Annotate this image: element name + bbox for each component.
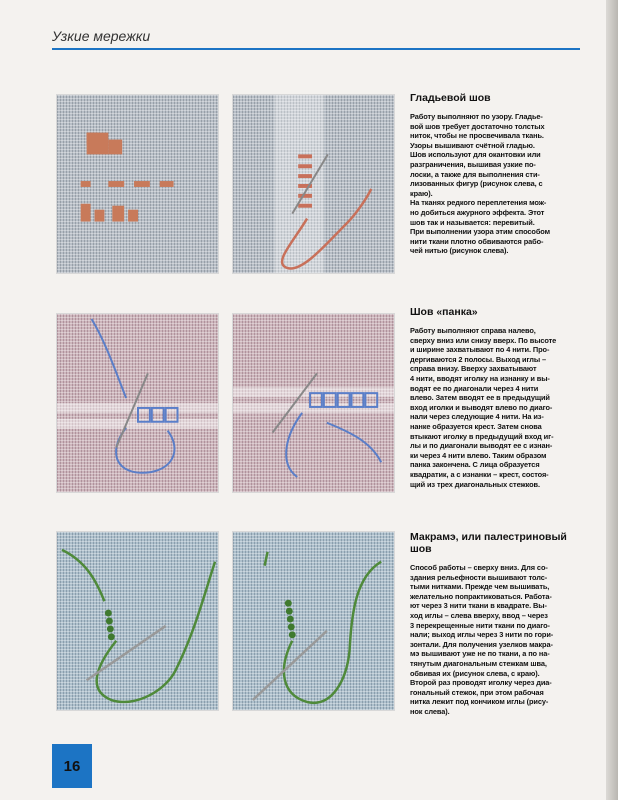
- section-title: Макрамэ, или палестриновый шов: [410, 531, 567, 555]
- photo-satin-stitch-patterns: [56, 94, 219, 274]
- photo-panka-stitch-step2: [232, 313, 395, 493]
- macrame-stitch-step1-illustration: [57, 532, 218, 710]
- satin-stitch-patterns-illustration: [57, 95, 218, 273]
- running-header: Узкие мережки: [52, 28, 151, 44]
- header-rule: [52, 48, 580, 50]
- section-panka-stitch: [410, 306, 580, 489]
- page-number: 16: [63, 757, 81, 775]
- satin-stitch-wrapping-illustration: [233, 95, 394, 273]
- section-satin-stitch: [410, 92, 580, 256]
- panka-stitch-step2-illustration: [233, 314, 394, 492]
- page-number-box: [52, 744, 92, 788]
- macrame-stitch-step2-illustration: [233, 532, 394, 710]
- photo-macrame-stitch-step1: [56, 531, 219, 711]
- photo-panka-stitch-step1: [56, 313, 219, 493]
- section-macrame-stitch: [410, 531, 580, 717]
- photo-macrame-stitch-step2: [232, 531, 395, 711]
- book-spine-edge: [606, 0, 618, 800]
- section-body: Работу выполняют справа налево, сверху вниз или снизу вверх. По высоте и ширине захватывают по 4 нити. Про- дергиваются 2 полосы. Выход иглы – справа внизу. Вверху захватывают 4 нити, вводят иголку на изнанку и вы- водят ее по диагонали через 4 нити влево. Затем вводят ее в предыдущий вход иголки и выводят влево по диаго- нали через следующие 4 нити. На из- нанке образуется крест. Затем снова втыкают иголку в предыдущий вход иг- лы и по диагонали выводят ее с изнан- ки через 4 нити влево. Таким образом панка закончена. С лица образуется квадратик, а с изнанки – крест, состоя- щий из трех диагональных стежков.: [410, 326, 557, 489]
- section-body: Работу выполняют по узору. Гладье- вой шов требует достаточно толстых ниток, чтобы не просвечивала ткань. Узоры вышивают счётной гладью. Шов используют для окантовки или разграничения, вышивая узкие по- лоски, а также для выполнения сти- лизованных фигур (рисунок слева, с краю). На тканях редкого переплетения мож- но добиться ажурного эффекта. Этот шов так и называется: перевитый. При выполнении узора этим способом нити ткани плотно обвиваются рабо- чей нитью (рисунок слева).: [410, 112, 550, 256]
- panka-stitch-step1-illustration: [57, 314, 218, 492]
- section-body: Способ работы – сверху вниз. Для со- здания рельефности вышивают толс- тыми нитками. Прежде чем вышивать, желательно попрактиковаться. Работа- ют через 3 нити ткани в квадрате. Вы- ход иглы – слева вверху, ввод – через 3 перекрещенные нити ткани по диаго- нали; выход иглы через 3 нити по гори- зонтали. Для получения узелков макра- мэ вышивают уже не по ткани, а по на- тянутым диагональным стежкам шва, обвивая их (рисунок слева, с краю). Второй раз проводят иголку через диа- гональный стежок, при этом рабочая нитка лежит под кончиком иглы (рису- нок слева).: [410, 563, 554, 716]
- section-title: Шов «панка»: [410, 306, 478, 318]
- photo-satin-stitch-wrapping: [232, 94, 395, 274]
- section-title: Гладьевой шов: [410, 92, 491, 104]
